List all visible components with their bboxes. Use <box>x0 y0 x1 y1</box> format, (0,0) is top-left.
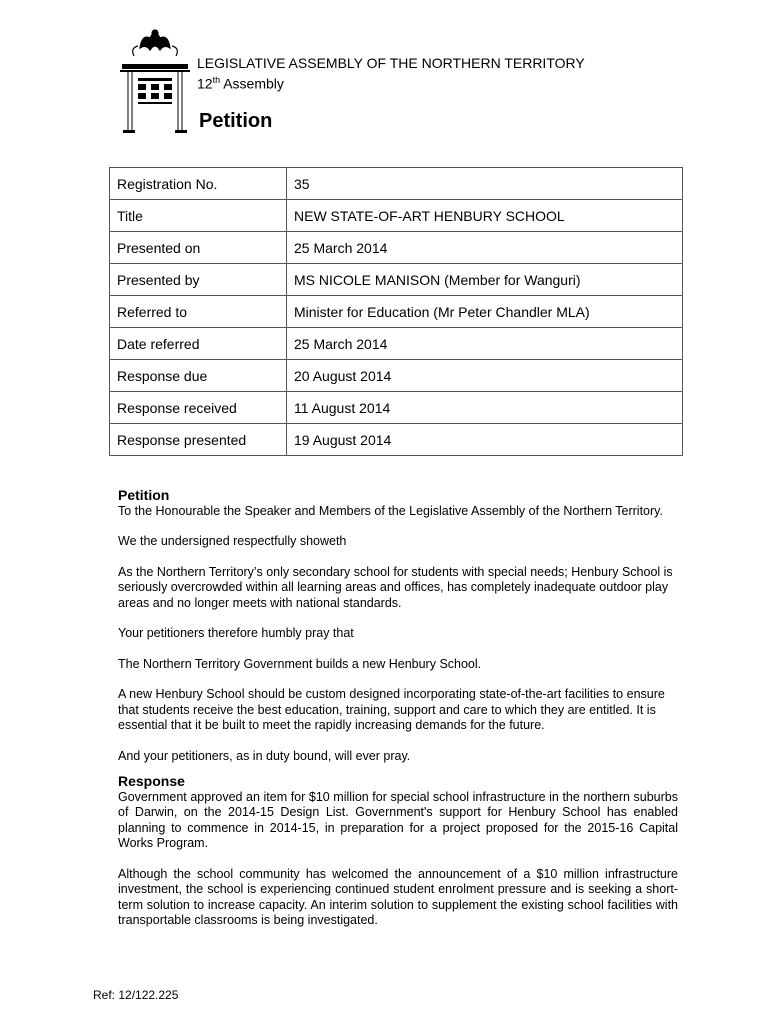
assembly-word: Assembly <box>220 75 284 92</box>
petition-paragraph: We the undersigned respectfully showeth <box>118 534 347 548</box>
petition-heading: Petition <box>118 487 170 503</box>
detail-label: Response received <box>110 392 287 424</box>
document-header <box>197 55 585 93</box>
table-row <box>110 296 683 328</box>
table-row <box>110 264 683 296</box>
petition-paragraph: As the Northern Territory’s only secondary school for students with special needs; Henbury School is seriously overcrowded within all learning areas and offices, has completely inadequate outdoor play areas and no longer meets with national standards. <box>118 564 673 610</box>
petition-paragraph: Your petitioners therefore humbly pray that <box>118 626 354 640</box>
detail-value: 20 August 2014 <box>287 360 683 392</box>
response-heading: Response <box>118 773 185 789</box>
petition-paragraph: The Northern Territory Government builds a new Henbury School. <box>118 656 482 671</box>
detail-label: Title <box>110 200 287 232</box>
detail-label: Date referred <box>110 328 287 360</box>
detail-value: 11 August 2014 <box>287 392 683 424</box>
response-paragraph: Government approved an item for $10 million for special school infrastructure in the northern suburbs of Darwin, on the 2014-15 Design List. Government's support for Henbury School has enabled planning to commence in 2014-15, in preparation for a project proposed for the 2015-16 Capital Works Program. <box>118 789 678 850</box>
detail-label: Response presented <box>110 424 287 456</box>
detail-label: Registration No. <box>110 168 287 200</box>
parliament-crest-logo <box>120 26 190 134</box>
detail-value: NEW STATE-OF-ART HENBURY SCHOOL <box>287 200 683 232</box>
petition-details-table <box>109 167 683 456</box>
detail-value: 25 March 2014 <box>287 232 683 264</box>
document-body <box>118 488 678 944</box>
table-row <box>110 424 683 456</box>
detail-value: 35 <box>287 168 683 200</box>
table-row <box>110 360 683 392</box>
detail-label: Referred to <box>110 296 287 328</box>
assembly-number: 12 <box>197 75 213 92</box>
petition-paragraph: To the Honourable the Speaker and Members of the Legislative Assembly of the Northern Territory. <box>118 503 663 518</box>
table-row <box>110 392 683 424</box>
detail-value: 19 August 2014 <box>287 424 683 456</box>
petition-paragraph: And your petitioners, as in duty bound, will ever pray. <box>118 748 411 763</box>
reference-number: Ref: 12/122.225 <box>93 988 179 1002</box>
table-row <box>110 200 683 232</box>
organisation-name: LEGISLATIVE ASSEMBLY OF THE NORTHERN TERRITORY <box>197 55 585 71</box>
petition-paragraph: A new Henbury School should be custom designed incorporating state-of-the-art facilities to ensure that students receive the best education, training, support and care to which they are entitled. It is essential that it be built to meet the rapidly increasing demands for the future. <box>118 687 665 732</box>
detail-label: Presented on <box>110 232 287 264</box>
assembly-line <box>197 72 585 93</box>
table-row <box>110 168 683 200</box>
detail-value: 25 March 2014 <box>287 328 683 360</box>
assembly-suffix: th <box>212 75 221 85</box>
detail-label: Presented by <box>110 264 287 296</box>
detail-label: Response due <box>110 360 287 392</box>
page-title: Petition <box>199 110 273 132</box>
response-paragraph: Although the school community has welcomed the announcement of a $10 million infrastructure investment, the school is experiencing continued student enrolment pressure and is seeking a short-term solution to increase capacity. An interim solution to supplement the existing school facilities with transportable classrooms is being investigated. <box>118 866 678 927</box>
detail-value: MS NICOLE MANISON (Member for Wanguri) <box>287 264 683 296</box>
table-row <box>110 328 683 360</box>
table-row <box>110 232 683 264</box>
detail-value: Minister for Education (Mr Peter Chandler MLA) <box>287 296 683 328</box>
